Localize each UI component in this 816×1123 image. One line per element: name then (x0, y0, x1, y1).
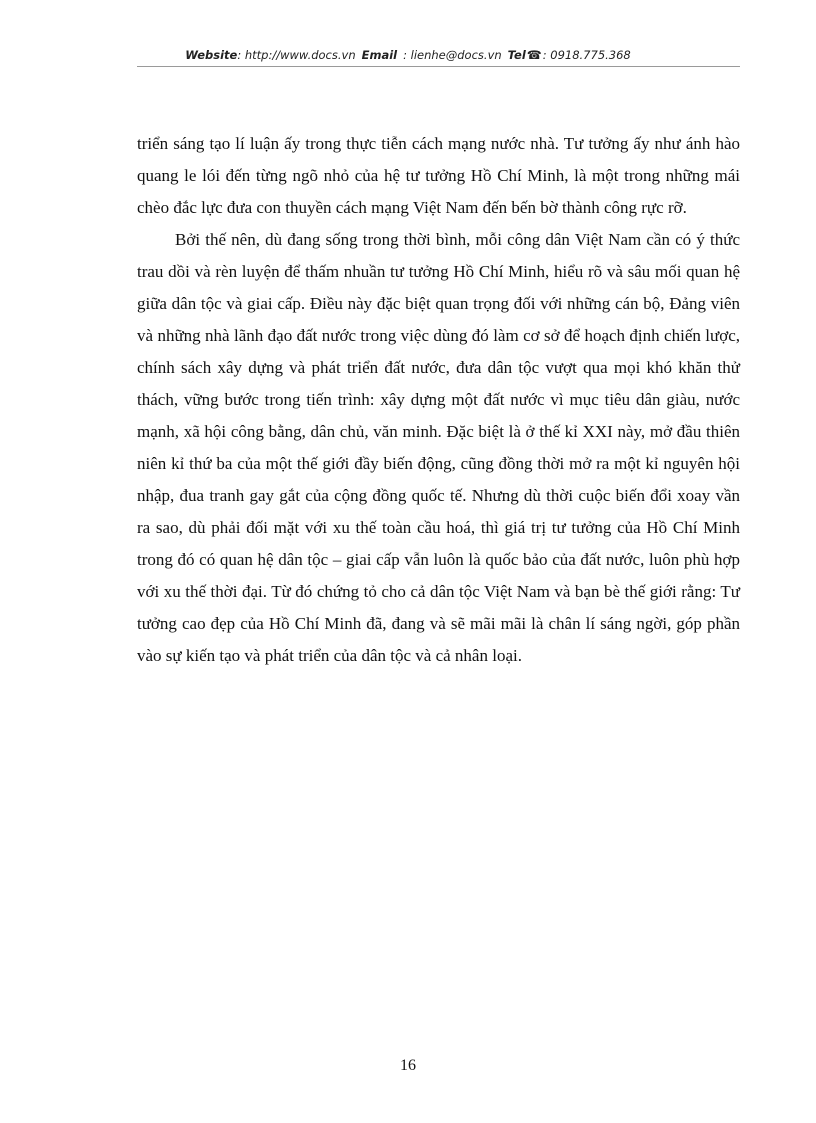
page-header (0, 46, 816, 64)
tel-label: Tel (507, 48, 526, 62)
email-value: : lienhe@docs.vn (403, 48, 502, 62)
tel-value: : 0918.775.368 (542, 48, 631, 62)
page-number: 16 (400, 1057, 416, 1074)
header-divider (137, 66, 740, 67)
phone-icon: ☎ (526, 48, 542, 62)
document-body (137, 128, 740, 672)
email-label: Email (361, 48, 398, 62)
website-label: Website (185, 48, 238, 62)
paragraph-continuation: triển sáng tạo lí luận ấy trong thực tiễn cách mạng nước nhà. Tư tưởng ấy như ánh hào quang le lói đến từng ngõ nhỏ của hệ tư tưởng Hồ Chí Minh, là một trong những mái chèo đắc lực đưa con thuyền cách mạng Việt Nam đến bến bờ thành công rực rỡ. (137, 134, 740, 217)
paragraph-main: Bởi thế nên, dù đang sống trong thời bình, mỗi công dân Việt Nam cần có ý thức trau dồi và rèn luyện để thấm nhuần tư tưởng Hồ Chí Minh, hiểu rõ và sâu mối quan hệ giữa dân tộc và giai cấp. Điều này đặc biệt quan trọng đối với những cán bộ, Đảng viên và những nhà lãnh đạo đất nước trong việc dùng đó làm cơ sở để hoạch định chiến lược, chính sách xây dựng và phát triển đất nước, đưa dân tộc vượt qua mọi khó khăn thử thách, vững bước trong tiến trình: xây dựng một đất nước vì mục tiêu dân giàu, nước mạnh, xã hội công bằng, dân chủ, văn minh. Đặc biệt là ở thế kỉ XXI này, mở đầu thiên niên kỉ thứ ba của một thế giới đầy biến động, cũng đồng thời mở ra một kỉ nguyên hội nhập, đua tranh gay gắt của cộng đồng quốc tế. Nhưng dù thời cuộc biến đổi xoay vần ra sao, dù phải đối mặt với xu thế toàn cầu hoá, thì giá trị tư tưởng của Hồ Chí Minh trong đó có quan hệ dân tộc – giai cấp vẫn luôn là quốc bảo của đất nước, luôn phù hợp với xu thế thời đại. Từ đó chứng tỏ cho cả dân tộc Việt Nam và bạn bè thế giới rằng: Tư tưởng cao đẹp của Hồ Chí Minh đã, đang và sẽ mãi mãi là chân lí sáng ngời, góp phần vào sự kiến tạo và phát triển của dân tộc và cả nhân loại. (137, 230, 740, 665)
website-value: : http://www.docs.vn (237, 48, 356, 62)
